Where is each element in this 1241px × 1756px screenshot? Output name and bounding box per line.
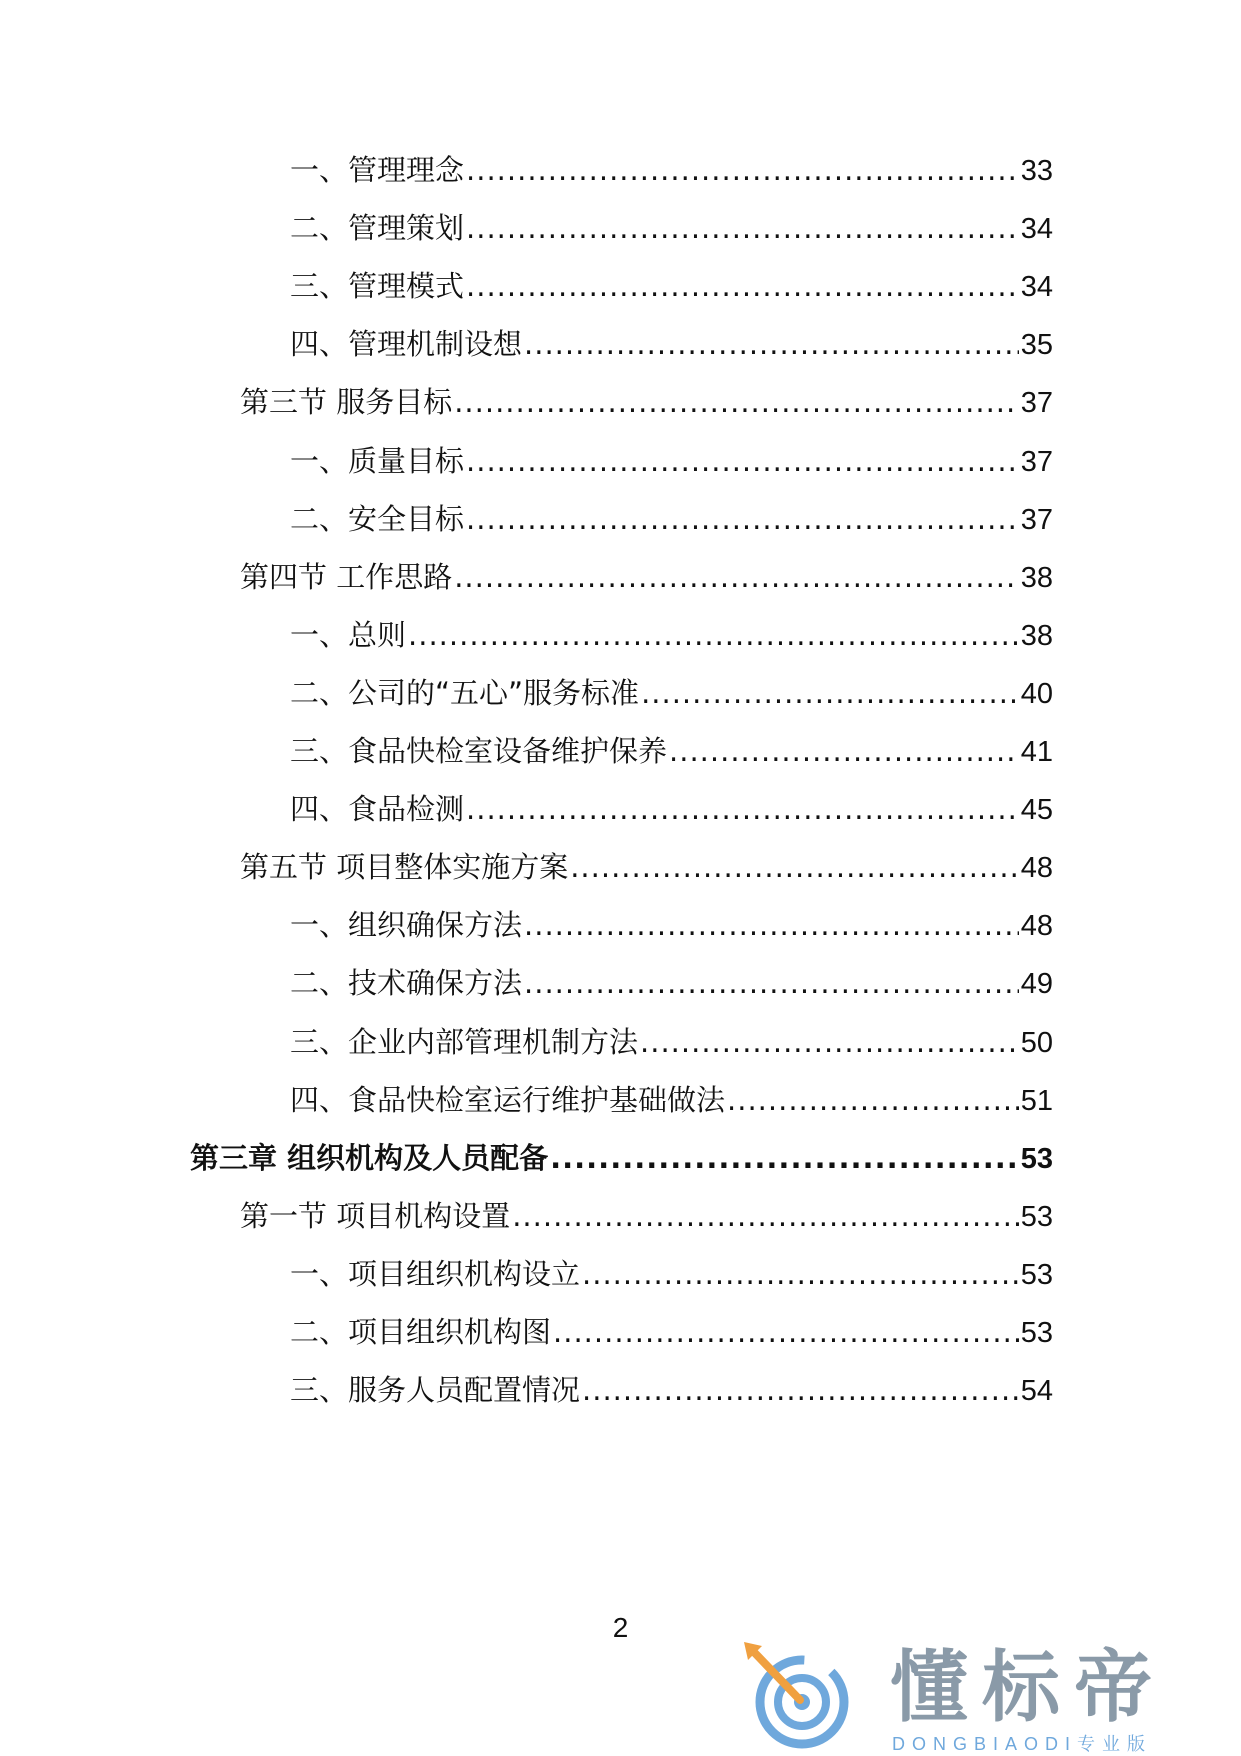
toc-entry-title: 三、企业内部管理机制方法 (290, 1024, 639, 1059)
toc-dot-leader (582, 1370, 1019, 1410)
toc-entry-title: 四、食品快检室运行维护基础做法 (290, 1082, 726, 1117)
toc-entry[interactable] (290, 1312, 1053, 1352)
toc-dot-leader (466, 441, 1019, 481)
toc-entry-page: 38 (1020, 561, 1053, 594)
toc-entry[interactable] (240, 1196, 1053, 1236)
toc-dot-leader (550, 1138, 1019, 1178)
toc-dot-leader (512, 1196, 1019, 1236)
page-number: 2 (612, 1612, 629, 1643)
toc-dot-leader (669, 731, 1019, 771)
toc-entry[interactable] (290, 499, 1053, 539)
toc-entry-title: 二、管理策划 (290, 211, 465, 246)
toc-dot-leader (727, 1080, 1019, 1120)
toc-entry-title: 第一节 项目机构设置 (240, 1198, 511, 1233)
toc-dot-leader (524, 963, 1019, 1003)
toc-dot-leader (454, 382, 1019, 422)
toc-entry[interactable] (290, 324, 1053, 364)
toc-entry-title: 二、安全目标 (290, 501, 465, 536)
toc-dot-leader (466, 789, 1019, 829)
toc-entry-page: 34 (1020, 213, 1053, 246)
toc-entry[interactable] (290, 150, 1053, 190)
toc-dot-leader (466, 150, 1019, 190)
toc-entry[interactable] (290, 1254, 1053, 1294)
toc-entry-page: 50 (1020, 1026, 1053, 1059)
toc-entry[interactable] (240, 382, 1053, 422)
toc-entry[interactable] (240, 847, 1053, 887)
toc-entry-title: 四、管理机制设想 (290, 327, 523, 362)
toc-entry[interactable] (290, 963, 1053, 1003)
toc-entry-title: 二、公司的“五心”服务标准 (290, 675, 640, 710)
toc-entry-title: 第三节 服务目标 (240, 385, 453, 420)
toc-entry-title: 二、技术确保方法 (290, 966, 523, 1001)
toc-entry[interactable] (290, 731, 1053, 771)
toc-entry-page: 51 (1020, 1084, 1053, 1117)
toc-entry-title: 二、项目组织机构图 (290, 1315, 552, 1349)
toc-entry-title: 第五节 项目整体实施方案 (240, 850, 569, 885)
toc-entry[interactable] (290, 266, 1053, 306)
target-arrow-icon (740, 1640, 860, 1750)
toc-entry-title: 三、服务人员配置情况 (290, 1373, 581, 1408)
toc-entry-title: 第四节 工作思路 (240, 559, 453, 594)
watermark-sub: DONGBIAODI专业版 (892, 1734, 1153, 1754)
toc-entry[interactable] (290, 441, 1053, 481)
toc-entry[interactable] (290, 673, 1053, 713)
toc-entry-title: 一、管理理念 (290, 153, 465, 187)
toc-entry-page: 33 (1020, 155, 1053, 187)
toc-entry-page: 40 (1020, 677, 1053, 710)
toc-entry-page: 48 (1020, 852, 1053, 885)
toc-dot-leader (524, 324, 1019, 364)
toc-entry[interactable] (290, 615, 1053, 655)
toc-entry-title: 一、总则 (290, 617, 407, 652)
toc-entry-page: 37 (1020, 503, 1053, 536)
toc-entry-title: 一、项目组织机构设立 (290, 1256, 581, 1291)
toc-entry-page: 45 (1020, 794, 1053, 827)
toc-entry-title: 一、质量目标 (290, 443, 465, 478)
toc-entry-page: 35 (1020, 329, 1053, 362)
toc-entry[interactable] (290, 1370, 1053, 1410)
toc-entry-page: 53 (1020, 1142, 1053, 1175)
toc-entry-page: 48 (1020, 910, 1053, 943)
toc-entry[interactable] (290, 1080, 1053, 1120)
toc-entry-title: 第三章 组织机构及人员配备 (190, 1140, 549, 1175)
toc-dot-leader (466, 208, 1019, 248)
brand-watermark (740, 1640, 1220, 1754)
toc-dot-leader (582, 1254, 1019, 1294)
toc-entry[interactable] (290, 1022, 1053, 1062)
toc-dot-leader (408, 615, 1019, 655)
toc-entry[interactable] (290, 789, 1053, 829)
toc-entry-page: 37 (1020, 387, 1053, 420)
toc-entry[interactable] (190, 1138, 1053, 1178)
toc-dot-leader (466, 266, 1019, 306)
toc-entry-page: 41 (1020, 736, 1053, 768)
toc-entry-title: 四、食品检测 (290, 792, 465, 827)
toc-entry-title: 三、管理模式 (290, 269, 465, 304)
toc-dot-leader (570, 847, 1019, 887)
toc-dot-leader (524, 905, 1019, 945)
toc-entry[interactable] (290, 208, 1053, 248)
watermark-brand: 懂标帝 (890, 1643, 1167, 1733)
toc-entry[interactable] (240, 557, 1053, 597)
toc-entry-page: 49 (1020, 968, 1053, 1001)
toc-dot-leader (454, 557, 1019, 597)
toc-entry-title: 一、组织确保方法 (290, 908, 523, 943)
toc-entry-page: 53 (1020, 1200, 1053, 1233)
toc-entry-page: 38 (1020, 619, 1053, 652)
toc-entry-page: 53 (1020, 1258, 1053, 1291)
toc-entry-page: 53 (1020, 1317, 1053, 1349)
toc-dot-leader (641, 673, 1019, 713)
toc-dot-leader (553, 1312, 1019, 1352)
toc-dot-leader (640, 1022, 1019, 1062)
toc-dot-leader (466, 499, 1019, 539)
toc-entry-page: 34 (1020, 271, 1053, 304)
toc-entry[interactable] (290, 905, 1053, 945)
toc-entry-page: 37 (1020, 445, 1053, 478)
toc-entry-page: 54 (1020, 1375, 1053, 1408)
toc-entry-title: 三、食品快检室设备维护保养 (290, 734, 668, 768)
